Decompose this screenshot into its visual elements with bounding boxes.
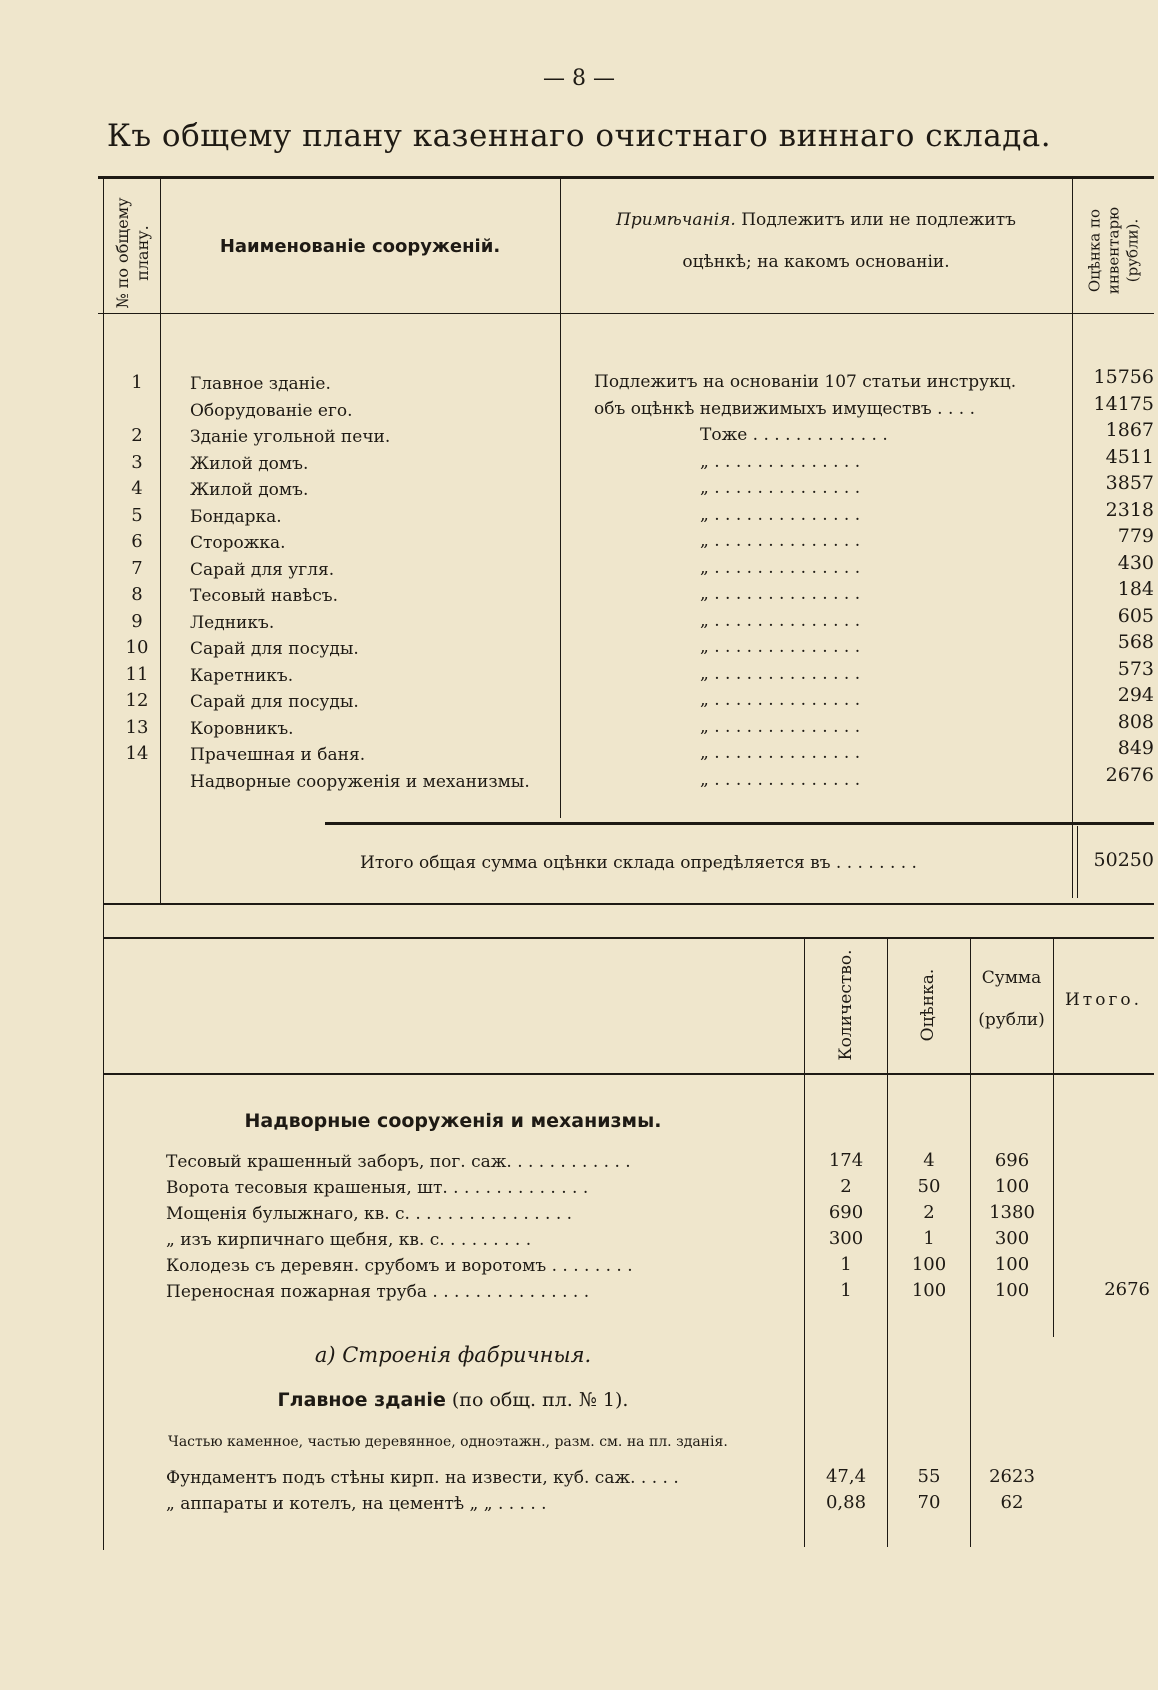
total-label: Итого общая сумма оцѣнки склада опредѣляется въ . . . . . . . .	[360, 853, 917, 873]
item-rate: 4	[923, 1150, 935, 1171]
row-value: 14175	[1093, 392, 1154, 415]
item-qty: 174	[828, 1150, 864, 1171]
table2-top-rule-b	[103, 937, 1154, 939]
row-note: „ . . . . . . . . . . . . . .	[700, 557, 861, 578]
total-divider	[1077, 826, 1078, 898]
row-name: Бондарка.	[190, 506, 282, 527]
col-divider-qty	[804, 937, 805, 1547]
row-number: 7	[131, 557, 143, 579]
header-note-text: Подлежитъ или не подлежитъ	[741, 210, 1016, 230]
row-name: Жилой домъ.	[190, 480, 309, 500]
row-name: Главное зданіе.	[190, 374, 331, 394]
table-top-rule	[98, 176, 1154, 179]
row-value: 4511	[1105, 445, 1154, 468]
header-col-note-line2: оцѣнкѣ; на какомъ основаніи.	[682, 252, 950, 272]
item-sum: 1380	[989, 1202, 1035, 1223]
subsection-a: а) Строенія фабричныя.	[314, 1343, 592, 1367]
row-note: „ . . . . . . . . . . . . . .	[700, 769, 861, 790]
header-sum-line1: Сумма	[981, 968, 1042, 988]
header-col-no: № по общему плану.	[113, 197, 152, 309]
item-qty: 1	[840, 1280, 852, 1301]
row-number: 8	[131, 584, 143, 605]
item-qty: 300	[828, 1228, 864, 1249]
row-value: 15756	[1093, 366, 1154, 388]
main-building-title: Главное зданіе	[277, 1389, 446, 1411]
header-qty: Количество.	[836, 949, 856, 1061]
row-value: 573	[1117, 657, 1154, 680]
row-note: „ . . . . . . . . . . . . . .	[700, 690, 861, 710]
row-number: 13	[125, 716, 149, 738]
item-name: Мощенія булыжнаго, кв. с. . . . . . . . . . . . . . . .	[166, 1204, 573, 1224]
item-sum: 100	[994, 1280, 1030, 1301]
row-value: 2318	[1105, 498, 1154, 521]
page-number: — 8 —	[543, 66, 615, 91]
row-note: „ . . . . . . . . . . . . . .	[700, 743, 861, 763]
row-note: „ . . . . . . . . . . . . . .	[700, 610, 861, 631]
row-number: 10	[125, 637, 149, 658]
row-name: Прачешная и баня.	[190, 745, 366, 765]
row-note: Тоже . . . . . . . . . . . . .	[700, 425, 888, 445]
item-sum: 62	[1000, 1492, 1024, 1513]
row-note: „ . . . . . . . . . . . . . .	[700, 451, 861, 472]
row-name: Тесовый навѣсъ.	[190, 586, 339, 606]
item-qty: 2	[840, 1176, 852, 1197]
row-note: „ . . . . . . . . . . . . . .	[700, 716, 861, 737]
page-title: Къ общему плану казеннаго очистнаго виннаго склада.	[106, 118, 1052, 154]
item-name: Переносная пожарная труба . . . . . . . . . . . . . . .	[166, 1282, 590, 1302]
row-name: Каретникъ.	[190, 665, 294, 686]
main-building-ref: (по общ. пл. № 1).	[451, 1389, 629, 1411]
item-sum: 696	[994, 1150, 1030, 1171]
item-qty: 47,4	[825, 1466, 867, 1487]
row-number: 9	[131, 610, 143, 632]
item-rate: 2	[923, 1202, 935, 1223]
item-rate: 55	[917, 1466, 941, 1487]
main-building-desc: Частью каменное, частью деревянное, одноэтажн., разм. см. на пл. зданія.	[168, 1434, 728, 1450]
row-value: 568	[1117, 631, 1154, 653]
row-note: Подлежитъ на основаніи 107 статьи инструкц.	[594, 372, 1017, 392]
item-rate: 100	[911, 1254, 947, 1275]
row-note: „ . . . . . . . . . . . . . .	[700, 584, 861, 604]
row-name: Оборудованіе его.	[190, 400, 353, 421]
item-qty: 1	[840, 1254, 852, 1275]
row-number: 14	[125, 743, 149, 764]
total-rule	[325, 822, 1154, 825]
row-number: 4	[131, 478, 143, 499]
row-number: 1	[131, 372, 143, 393]
row-name: Надворные сооруженія и механизмы.	[190, 771, 530, 792]
item-name: „ изъ кирпичнаго щебня, кв. с. . . . . . . . .	[166, 1230, 532, 1250]
item-sum: 2623	[989, 1466, 1035, 1487]
item-sum: 300	[994, 1228, 1030, 1249]
row-number: 11	[125, 663, 149, 685]
row-name: Сарай для угля.	[190, 559, 335, 580]
header-rate: Оцѣнка.	[918, 968, 938, 1042]
row-value: 1867	[1105, 419, 1154, 441]
section-title: Надворные сооруженія и механизмы.	[244, 1110, 662, 1132]
item-name: „ аппараты и котелъ, на цементѣ „ „ . . . . .	[166, 1494, 547, 1514]
header-col-note-line1	[560, 210, 1072, 230]
row-value: 2676	[1105, 763, 1154, 786]
row-number: 6	[131, 531, 143, 552]
item-rate: 1	[923, 1228, 935, 1249]
row-number: 2	[131, 425, 143, 446]
row-name: Сарай для посуды.	[190, 692, 359, 712]
row-name: Зданіе угольной печи.	[190, 427, 391, 447]
item-qty: 690	[828, 1202, 864, 1223]
header-total: Итого.	[1064, 990, 1142, 1010]
col-divider-note	[1072, 178, 1073, 898]
row-note: „ . . . . . . . . . . . . . .	[700, 531, 861, 551]
total-value: 50250	[1093, 849, 1154, 871]
header-note-italic: Примѣчанія.	[616, 210, 736, 230]
row-value: 184	[1117, 578, 1154, 600]
item-rate: 50	[917, 1176, 941, 1197]
row-value: 605	[1117, 604, 1154, 627]
col-divider-no	[160, 178, 161, 905]
col-divider-rate	[887, 937, 888, 1547]
item-qty: 0,88	[825, 1492, 867, 1513]
row-note: объ оцѣнкѣ недвижимыхъ имуществъ . . . .	[594, 398, 975, 419]
row-value: 849	[1117, 737, 1154, 759]
item-rate: 100	[911, 1280, 947, 1301]
item-sum: 100	[994, 1176, 1030, 1197]
item-rate: 70	[917, 1492, 941, 1513]
row-note: „ . . . . . . . . . . . . . .	[700, 504, 861, 525]
row-value: 430	[1117, 551, 1154, 574]
table2-header-rule	[103, 1073, 1154, 1075]
table2-top-rule-a	[103, 903, 1154, 905]
row-value: 808	[1117, 710, 1154, 733]
row-note: „ . . . . . . . . . . . . . .	[700, 663, 861, 684]
item-name: Колодезь съ деревян. срубомъ и воротомъ . . . . . . . .	[166, 1256, 633, 1276]
item-name: Фундаментъ подъ стѣны кирп. на извести, куб. саж. . . . .	[166, 1468, 679, 1488]
row-value: 294	[1117, 684, 1154, 706]
header-col-name: Наименованіе сооруженій.	[219, 236, 501, 257]
row-note: „ . . . . . . . . . . . . . .	[700, 478, 861, 498]
row-number: 5	[131, 504, 143, 526]
header-sum-line2: (рубли)	[978, 1010, 1045, 1030]
row-name: Сарай для посуды.	[190, 639, 359, 659]
row-number: 12	[125, 690, 149, 711]
row-value: 3857	[1105, 472, 1154, 494]
main-building-heading	[103, 1389, 803, 1411]
col-divider-name	[560, 178, 561, 818]
header-col-value: Оцѣнка по инвентарю (рубли).	[1085, 206, 1142, 295]
section-total: 2676	[1104, 1279, 1150, 1300]
row-note: „ . . . . . . . . . . . . . .	[700, 637, 861, 657]
item-name: Ворота тесовыя крашеныя, шт. . . . . . . . . . . . . .	[166, 1178, 589, 1198]
row-number: 3	[131, 451, 143, 473]
row-value: 779	[1117, 525, 1154, 547]
item-sum: 100	[994, 1254, 1030, 1275]
row-name: Коровникъ.	[190, 718, 294, 739]
header-bottom-rule	[98, 313, 1154, 314]
row-name: Ледникъ.	[190, 612, 275, 633]
row-name: Жилой домъ.	[190, 453, 309, 474]
row-name: Сторожка.	[190, 533, 286, 553]
item-name: Тесовый крашенный заборъ, пог. саж. . . . . . . . . . . .	[166, 1152, 631, 1172]
